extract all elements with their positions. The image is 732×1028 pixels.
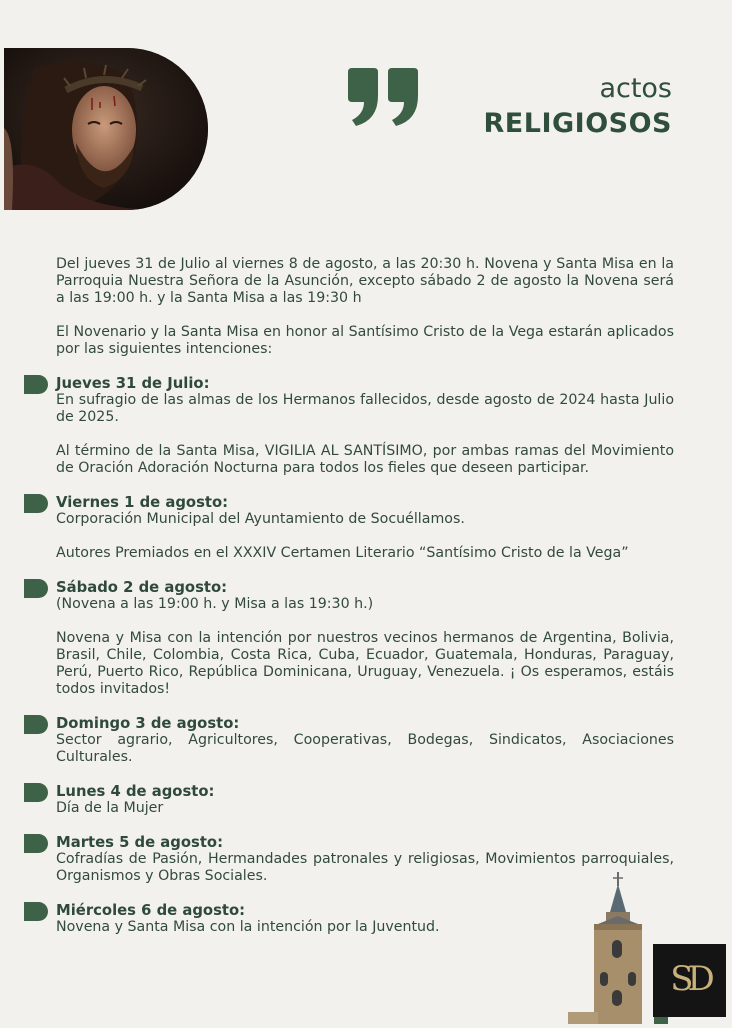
entry-heading: Sábado 2 de agosto: xyxy=(56,579,228,596)
entry-text: En sufragio de las almas de los Hermanos fallecidos, desde agosto de 2024 hasta Julio de 2025. xyxy=(56,392,674,425)
quote-mark-icon xyxy=(346,68,422,128)
schedule-entry xyxy=(56,375,674,477)
title-line-1: actos xyxy=(599,73,672,104)
entry-heading: Jueves 31 de Julio: xyxy=(56,375,210,392)
entry-heading: Miércoles 6 de agosto: xyxy=(56,902,246,919)
section-title xyxy=(484,72,673,142)
christ-image xyxy=(4,48,208,210)
bullet-marker-icon xyxy=(24,579,48,598)
entry-heading: Lunes 4 de agosto: xyxy=(56,783,215,800)
entry-text: Corporación Municipal del Ayuntamiento de Socuéllamos. xyxy=(56,511,465,527)
entry-text: Día de la Mujer xyxy=(56,800,164,816)
title-line-2: RELIGIOSOS xyxy=(483,108,672,139)
schedule-entry xyxy=(56,494,674,562)
schedule-entry xyxy=(56,783,674,817)
bullet-marker-icon xyxy=(24,494,48,513)
entry-text: Autores Premiados en el XXXIV Certamen Literario “Santísimo Cristo de la Vega” xyxy=(56,545,629,561)
entry-text: Al término de la Santa Misa, VIGILIA AL SANTÍSIMO, por ambas ramas del Movimiento de Oración Adoración Nocturna para todos los fieles que deseen participar. xyxy=(56,443,674,476)
entry-heading: Martes 5 de agosto: xyxy=(56,834,224,851)
bullet-marker-icon xyxy=(24,783,48,802)
bullet-marker-icon xyxy=(24,715,48,734)
sd-logo xyxy=(653,944,726,1017)
entry-text: Novena y Santa Misa con la intención por la Juventud. xyxy=(56,919,440,935)
intro-paragraph: El Novenario y la Santa Misa en honor al Santísimo Cristo de la Vega estarán aplicados por las siguientes intenciones: xyxy=(56,324,674,357)
entry-text: Novena y Misa con la intención por nuestros vecinos hermanos de Argentina, Bolivia, Brasil, Chile, Colombia, Costa Rica, Cuba, Ecuador, Guatemala, Honduras, Paraguay, Perú, Puerto Rico, República Dominicana, Uruguay, Venezuela. ¡ Os esperamos, estáis todos invitados! xyxy=(56,630,674,697)
header-photo xyxy=(4,48,208,210)
entry-text: Cofradías de Pasión, Hermandades patronales y religiosas, Movimientos parroquiales, Organismos y Obras Sociales. xyxy=(56,851,674,884)
entry-text: Sector agrario, Agricultores, Cooperativas, Bodegas, Sindicatos, Asociaciones Culturales. xyxy=(56,732,674,765)
entry-heading: Viernes 1 de agosto: xyxy=(56,494,229,511)
schedule-entry xyxy=(56,579,674,698)
bullet-marker-icon xyxy=(24,834,48,853)
intro-paragraph: Del jueves 31 de Julio al viernes 8 de agosto, a las 20:30 h. Novena y Santa Misa en la Parroquia Nuestra Señora de la Asunción, excepto sábado 2 de agosto la Novena será a las 19:00 h. y la Santa Misa a las 19:30 h xyxy=(56,256,674,306)
entry-text: (Novena a las 19:00 h. y Misa a las 19:30 h.) xyxy=(56,596,374,612)
bullet-marker-icon xyxy=(24,902,48,921)
svg-text:SD: SD xyxy=(670,959,709,999)
schedule-entry xyxy=(56,715,674,766)
bullet-marker-icon xyxy=(24,375,48,394)
content xyxy=(56,256,674,953)
entry-heading: Domingo 3 de agosto: xyxy=(56,715,240,732)
